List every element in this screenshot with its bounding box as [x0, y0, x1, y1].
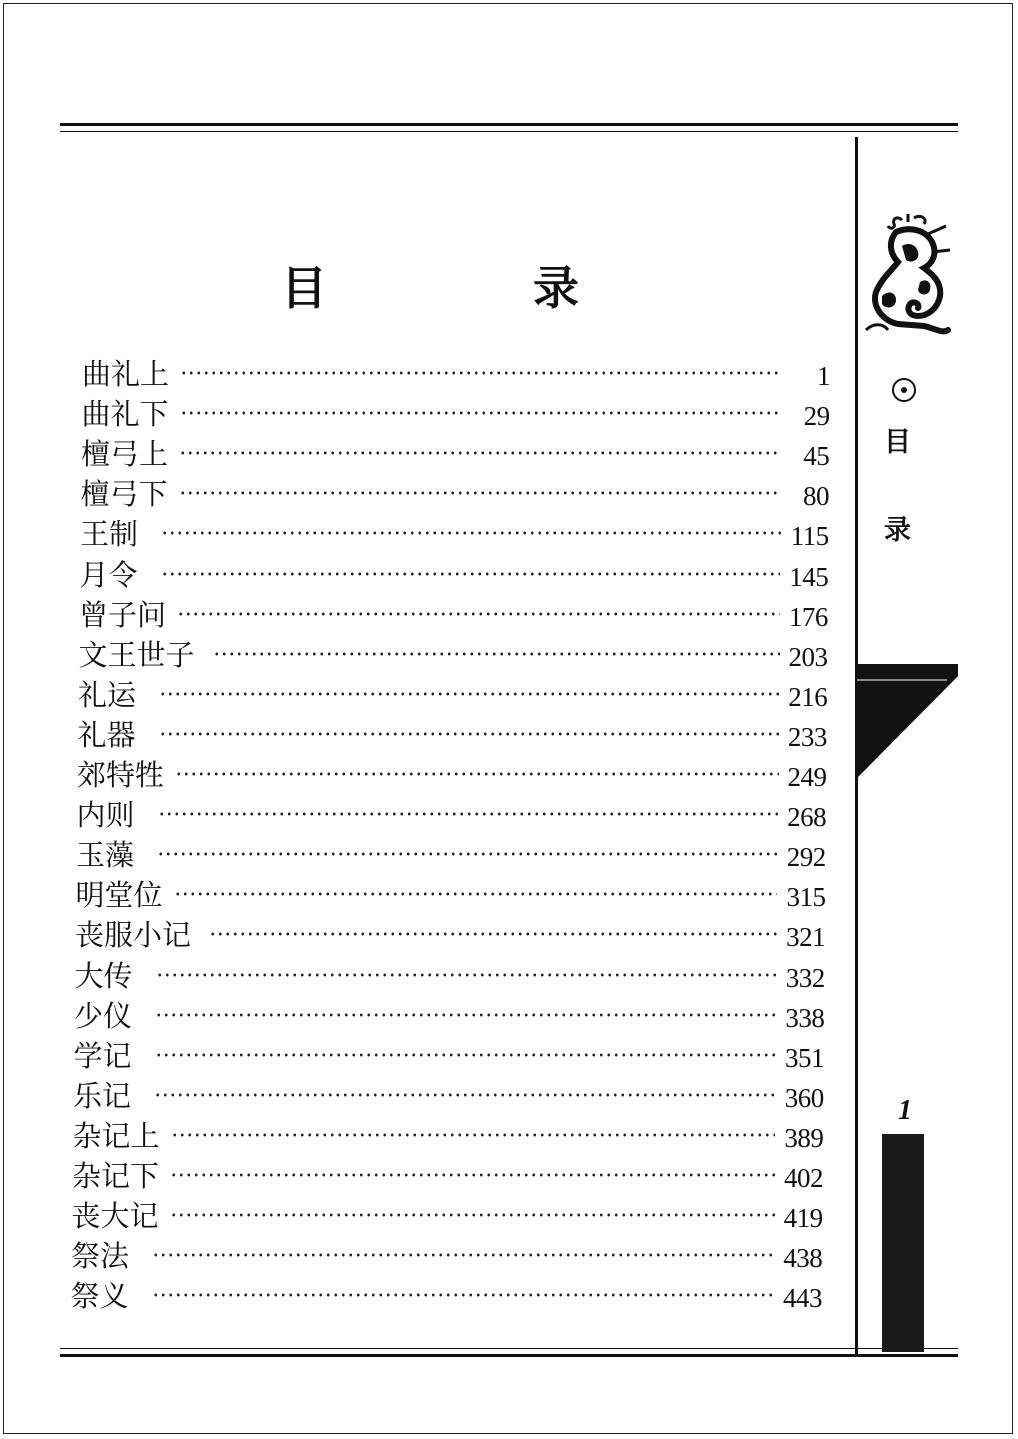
toc-entry-leader — [209, 932, 777, 936]
toc-entry-title: 祭义 — [70, 1279, 129, 1314]
toc-entry-title: 曲礼上 — [82, 357, 170, 391]
toc-entry[interactable] — [81, 476, 829, 516]
toc-entry-page: 389 — [784, 1122, 824, 1153]
corner-tab-ornament — [855, 660, 958, 780]
toc-entry-title: 学记 — [73, 1038, 132, 1073]
toc-entry[interactable] — [76, 877, 826, 917]
toc-entry-leader — [171, 1133, 776, 1137]
toc-entry-leader — [179, 451, 781, 455]
toc-entry-page: 45 — [803, 441, 830, 472]
side-label-lu: 录 — [884, 515, 911, 546]
toc-entry-page: 268 — [787, 802, 827, 833]
toc-entry-leader — [159, 692, 779, 696]
toc-entry-page: 203 — [788, 641, 828, 672]
toc-entry-title: 乐记 — [73, 1078, 132, 1113]
toc-entry-page: 419 — [783, 1203, 823, 1234]
toc-entry-leader — [161, 572, 781, 576]
toc-entry-page: 216 — [788, 681, 828, 712]
toc-entry-page: 438 — [783, 1243, 823, 1274]
toc-entry-title: 王制 — [80, 517, 139, 552]
toc-entry[interactable] — [82, 396, 830, 436]
toc-entry[interactable] — [82, 356, 830, 396]
toc-entry-page: 315 — [786, 882, 826, 913]
bullet-circle-icon — [892, 378, 916, 402]
toc-entry[interactable] — [74, 1038, 825, 1078]
toc-entry-title: 内则 — [76, 798, 135, 833]
toc-entry-page: 360 — [784, 1082, 824, 1113]
toc-entry-leader — [175, 772, 779, 776]
toc-entry[interactable] — [78, 677, 827, 717]
toc-entry-title: 祭法 — [71, 1239, 130, 1274]
toc-entry[interactable] — [75, 917, 825, 957]
toc-entry-leader — [180, 371, 782, 375]
toc-entry-page: 115 — [790, 521, 829, 552]
side-label-mu: 目 — [884, 427, 911, 458]
toc-entry-leader — [177, 612, 780, 616]
toc-entry-page: 338 — [785, 1002, 825, 1033]
thumb-tab-bar — [882, 1134, 924, 1352]
toc-entry-page: 321 — [786, 922, 826, 953]
toc-entry-leader — [154, 1093, 776, 1097]
toc-entry[interactable] — [80, 557, 829, 597]
bottom-rule-thick — [60, 1354, 958, 1357]
toc-entry-leader — [179, 491, 781, 495]
toc-entry-leader — [159, 732, 779, 736]
toc-entry[interactable] — [76, 837, 826, 877]
toc-entry-title: 明堂位 — [75, 878, 163, 913]
toc-entry-page: 80 — [802, 481, 829, 512]
toc-entry-page: 1 — [817, 361, 830, 391]
toc-entry-title: 杂记下 — [72, 1159, 160, 1193]
toc-entry[interactable] — [72, 1198, 823, 1238]
toc-entry-page: 443 — [782, 1283, 822, 1314]
toc-entry-leader — [155, 1013, 776, 1017]
toc-entry-title: 丧大记 — [71, 1199, 159, 1234]
toc-entry-title: 玉藻 — [76, 838, 135, 873]
top-rule-thick — [60, 123, 958, 126]
toc-entry[interactable] — [79, 637, 828, 677]
toc-entry-leader — [152, 1293, 774, 1297]
toc-entry[interactable] — [81, 436, 829, 476]
toc-entry-leader — [157, 852, 778, 856]
toc-entry-leader — [213, 652, 780, 656]
bottom-rule-thin — [60, 1348, 958, 1349]
toc-entry[interactable] — [77, 757, 827, 797]
toc-entry[interactable] — [71, 1278, 822, 1318]
page-title: 目 录 — [281, 261, 659, 315]
toc-entry-title: 月令 — [79, 557, 138, 592]
toc-entry-title: 郊特牲 — [77, 758, 165, 792]
toc-entry-title: 少仪 — [74, 998, 133, 1033]
toc-entry-page: 233 — [787, 721, 827, 752]
toc-entry-leader — [158, 812, 779, 816]
toc-entry-leader — [180, 411, 782, 415]
toc-entry[interactable] — [78, 717, 827, 757]
top-rule-thin — [60, 131, 958, 132]
toc-entry-page: 176 — [788, 601, 828, 632]
toc-entry-title: 礼运 — [78, 677, 137, 712]
toc-entry[interactable] — [79, 597, 828, 637]
toc-entry[interactable] — [71, 1238, 822, 1278]
toc-entry-title: 大传 — [74, 958, 133, 993]
toc-entry-page: 29 — [803, 401, 830, 432]
toc-entry[interactable] — [75, 958, 825, 998]
toc-entry-title: 杂记上 — [72, 1118, 160, 1153]
toc-entry-title: 檀弓上 — [81, 437, 169, 472]
toc-entry[interactable] — [80, 516, 829, 556]
toc-entry-leader — [152, 1253, 774, 1257]
toc-entry-page: 249 — [787, 762, 827, 792]
toc-entry[interactable] — [73, 1078, 824, 1118]
page-number: 1 — [898, 1095, 912, 1126]
toc-entry-title: 曲礼下 — [81, 397, 169, 432]
toc-entry-title: 曾子问 — [79, 597, 167, 632]
toc-entry-leader — [161, 531, 781, 535]
toc-entry-title: 檀弓下 — [80, 477, 168, 512]
toc-entry[interactable] — [77, 797, 827, 837]
toc-entry-leader — [155, 1053, 777, 1057]
toc-entry[interactable] — [72, 1158, 823, 1198]
toc-entry-leader — [174, 892, 778, 896]
toc-entry-title: 文王世子 — [78, 637, 195, 672]
toc-entry-page: 332 — [785, 962, 825, 993]
toc-entry-leader — [156, 973, 777, 977]
toc-entry[interactable] — [73, 1118, 824, 1158]
toc-entry-leader — [170, 1213, 775, 1217]
toc-entry-title: 丧服小记 — [75, 918, 192, 953]
toc-entry-page: 402 — [784, 1163, 823, 1193]
toc-entry-page: 351 — [785, 1042, 825, 1073]
toc-entry-title: 礼器 — [77, 717, 136, 752]
toc-entry[interactable] — [74, 998, 824, 1038]
toc-entry-leader — [170, 1173, 775, 1177]
toc-entry-page: 292 — [786, 842, 826, 873]
dragon-ornament-icon — [862, 212, 954, 336]
toc-entry-page: 145 — [789, 561, 829, 592]
